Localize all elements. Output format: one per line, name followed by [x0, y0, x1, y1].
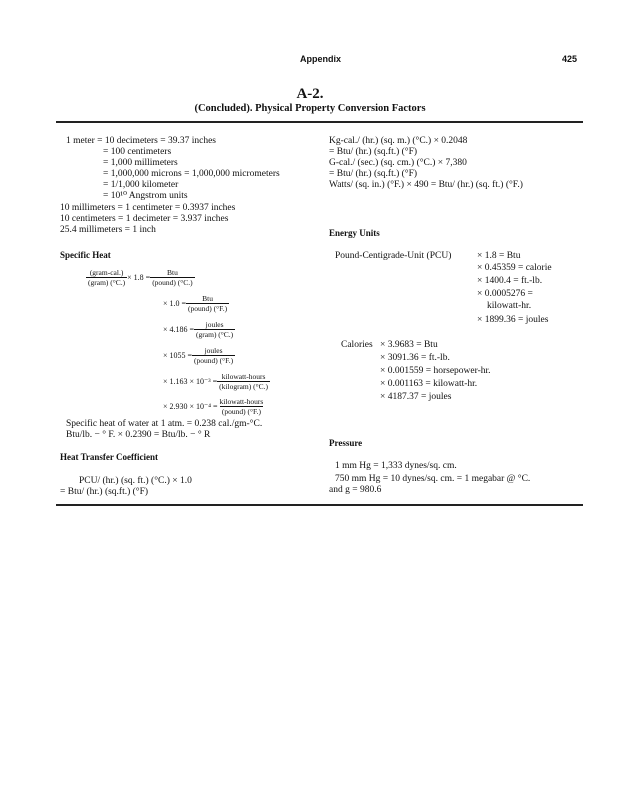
- page-number: 425: [562, 54, 578, 64]
- table-title: A-2.: [296, 86, 324, 102]
- specific-heat-heading: Specific Heat: [60, 250, 111, 260]
- heat-flux-line: G-cal./ (sec.) (sq. cm.) (°C.) × 7,380: [329, 158, 467, 168]
- length-line: 1 meter = 10 decimeters = 39.37 inches: [66, 136, 217, 146]
- pressure-line: 750 mm Hg = 10 dynes/sq. cm. = 1 megabar @ °C.: [335, 474, 531, 484]
- calories-label: Calories: [341, 340, 373, 350]
- length-line: = 1,000,000 microns = 1,000,000 micrometers: [103, 169, 280, 179]
- pressure-line: and g = 980.6: [329, 485, 382, 495]
- length-line: = 1,000 millimeters: [103, 158, 178, 168]
- table-subtitle: (Concluded). Physical Property Conversion Factors: [194, 103, 426, 114]
- specific-heat-row: × 4.186 = $\frac{\text{joules}}{\text{(gram) (°C.)}}$: [163, 320, 234, 339]
- specific-heat-row: × 1.163 × 10⁻³ = $\frac{\text{kilowatt-hours}}{\text{(kilogram) (°C.)}}$: [163, 372, 268, 391]
- specific-heat-row: × 1055 = $\frac{\text{joules}}{\text{(pound) (°F.)}}$: [163, 346, 234, 365]
- length-line: 10 centimeters = 1 decimeter = 3.937 inches: [60, 214, 229, 224]
- heat-transfer-line: PCU/ (hr.) (sq. ft.) (°C.) × 1.0: [79, 476, 192, 486]
- length-line: = 10¹⁰ Angstrom units: [103, 191, 188, 201]
- pcu-line: × 0.0005276 =: [477, 289, 533, 299]
- length-line: = 100 centimeters: [103, 147, 172, 157]
- calories-line: × 3091.36 = ft.-lb.: [380, 353, 450, 363]
- pcu-line: × 1899.36 = joules: [477, 315, 549, 325]
- heat-transfer-line: = Btu/ (hr.) (sq.ft.) (°F): [60, 487, 149, 497]
- top-rule: [56, 121, 583, 123]
- length-line: 25.4 millimeters = 1 inch: [60, 225, 156, 235]
- pcu-line: × 0.45359 = calorie: [477, 263, 552, 273]
- specific-heat-note: Specific heat of water at 1 atm. = 0.238 cal./gm-°C.: [66, 419, 263, 429]
- pcu-label: Pound-Centigrade-Unit (PCU): [335, 251, 452, 261]
- heat-flux-line: Watts/ (sq. in.) (°F.) × 490 = Btu/ (hr.) (sq. ft.) (°F.): [329, 180, 523, 190]
- bottom-rule: [56, 504, 583, 506]
- pcu-line: kilowatt-hr.: [487, 301, 532, 311]
- heat-flux-line: = Btu/ (hr.) (sq.ft.) (°F): [329, 147, 418, 157]
- energy-units-heading: Energy Units: [329, 228, 380, 238]
- lhs-fraction: $\frac{\text{(gram-cal.)}}{\text{(gram) (°C.)}}$: [88, 268, 126, 287]
- calories-line: × 0.001559 = horsepower-hr.: [380, 366, 491, 376]
- calories-line: × 4187.37 = joules: [380, 392, 452, 402]
- section-header: Appendix: [300, 54, 342, 64]
- specific-heat-row: $\frac{\text{(gram-cal.)}}{\text{(gram) (°C.)}}$ × 1.8 = $\frac{\text{Btu}}{\text{(pound) (°C.)}}$: [88, 268, 193, 287]
- length-line: = 1/1,000 kilometer: [103, 180, 179, 190]
- calories-line: × 0.001163 = kilowatt-hr.: [380, 379, 478, 389]
- length-line: 10 millimeters = 1 centimeter = 0.3937 inches: [60, 203, 236, 213]
- specific-heat-note: Btu/lb. − ° F. × 0.2390 = Btu/lb. − ° R: [66, 430, 211, 440]
- specific-heat-row: × 2.930 × 10⁻⁴ = $\frac{\text{kilowatt-hours}}{\text{(pound) (°F.)}}$: [163, 397, 264, 416]
- pressure-line: 1 mm Hg = 1,333 dynes/sq. cm.: [335, 461, 457, 471]
- specific-heat-row: × 1.0 = $\frac{\text{Btu}}{\text{(pound) (°F.)}}$: [163, 294, 228, 313]
- pcu-line: × 1.8 = Btu: [477, 251, 521, 261]
- pcu-line: × 1400.4 = ft.-lb.: [477, 276, 543, 286]
- pressure-heading: Pressure: [329, 438, 363, 448]
- heat-flux-line: = Btu/ (hr.) (sq.ft.) (°F): [329, 169, 418, 179]
- heat-flux-line: Kg-cal./ (hr.) (sq. m.) (°C.) × 0.2048: [329, 136, 468, 146]
- heat-transfer-heading: Heat Transfer Coefficient: [60, 452, 158, 462]
- calories-line: × 3.9683 = Btu: [380, 340, 438, 350]
